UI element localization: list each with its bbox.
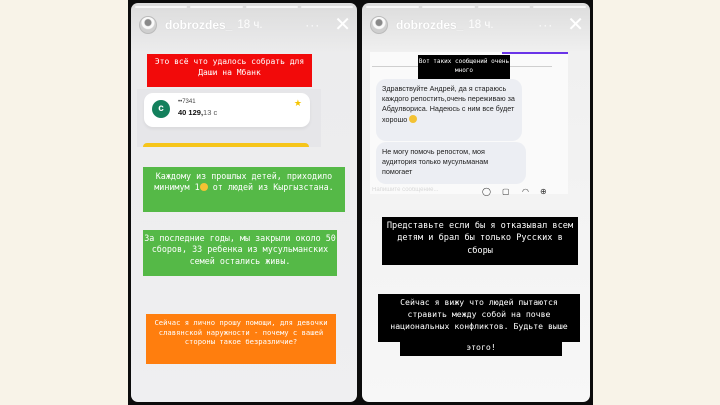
yellow-card-edge [143, 143, 309, 147]
timestamp: 18 ч. [237, 19, 263, 31]
story-right [362, 3, 590, 402]
story-left [131, 3, 357, 402]
close-icon[interactable]: ✕ [567, 14, 584, 36]
green-caption-1: Каждому из прошлых детей, приходило минимум 1 от людей из Кыргызстана. [143, 167, 345, 212]
more-options-icon[interactable]: ··· [305, 18, 321, 32]
black-caption-2: Сейчас я вижу что людей пытаются стравить между собой на почве национальных конфликтов. Будьте выше [378, 294, 580, 342]
image-icon: ▢ [502, 187, 510, 196]
sticker-icon: ◠ [522, 187, 529, 196]
timestamp: 18 ч. [468, 19, 494, 31]
screenshot-caption: Вот таких сообщений очень много [418, 55, 510, 79]
purple-accent [502, 52, 568, 54]
account-number: ••7341 [178, 99, 196, 105]
green-caption-2: За последние годы, мы закрыли около 50 сборов, 33 ребенка из мусульманских семей остались живы. [143, 230, 337, 276]
more-options-icon[interactable]: ··· [538, 18, 554, 32]
mic-icon: ◯ [482, 187, 491, 196]
add-icon: ⊕ [540, 187, 547, 196]
emoji-icon [409, 115, 417, 123]
orange-caption: Сейчас я лично прошу помощи, для девочки славянской наружности - почему с вашей стороны такое безразличие? [146, 314, 336, 364]
red-caption: Это всё что удалось собрать для Даши на Мбанк [147, 54, 312, 87]
black-caption-2-tail: этого! [400, 342, 562, 356]
black-caption-1: Представьте если бы я отказывал всем детям и брал бы только Русских в сборы [382, 217, 578, 265]
story-header [139, 13, 351, 37]
balance-amount: 40 129,13 с [178, 108, 218, 117]
progress-bar [366, 6, 586, 8]
message-bubble: Здравствуйте Андрей, да я стараюсь каждого репостить,очень переживаю за Абдулвориса. Надеюсь с ним все будет хорошо [376, 79, 522, 141]
avatar[interactable] [370, 16, 388, 34]
progress-bar [135, 6, 353, 8]
star-icon: ★ [293, 98, 302, 108]
close-icon[interactable]: ✕ [334, 14, 351, 36]
username[interactable]: dobrozdes_ [165, 18, 233, 32]
message-bubble: Не могу помочь репостом, моя аудитория только мусульманам помогает [376, 142, 526, 184]
username[interactable]: dobrozdes_ [396, 18, 464, 32]
bank-icon: с [152, 100, 170, 118]
message-input-bar: Напишите сообщение... ◯ ▢ ◠ ⊕ [372, 187, 547, 196]
avatar[interactable] [139, 16, 157, 34]
bank-card [144, 93, 310, 127]
story-header [370, 13, 584, 37]
coin-emoji-icon [200, 183, 208, 191]
